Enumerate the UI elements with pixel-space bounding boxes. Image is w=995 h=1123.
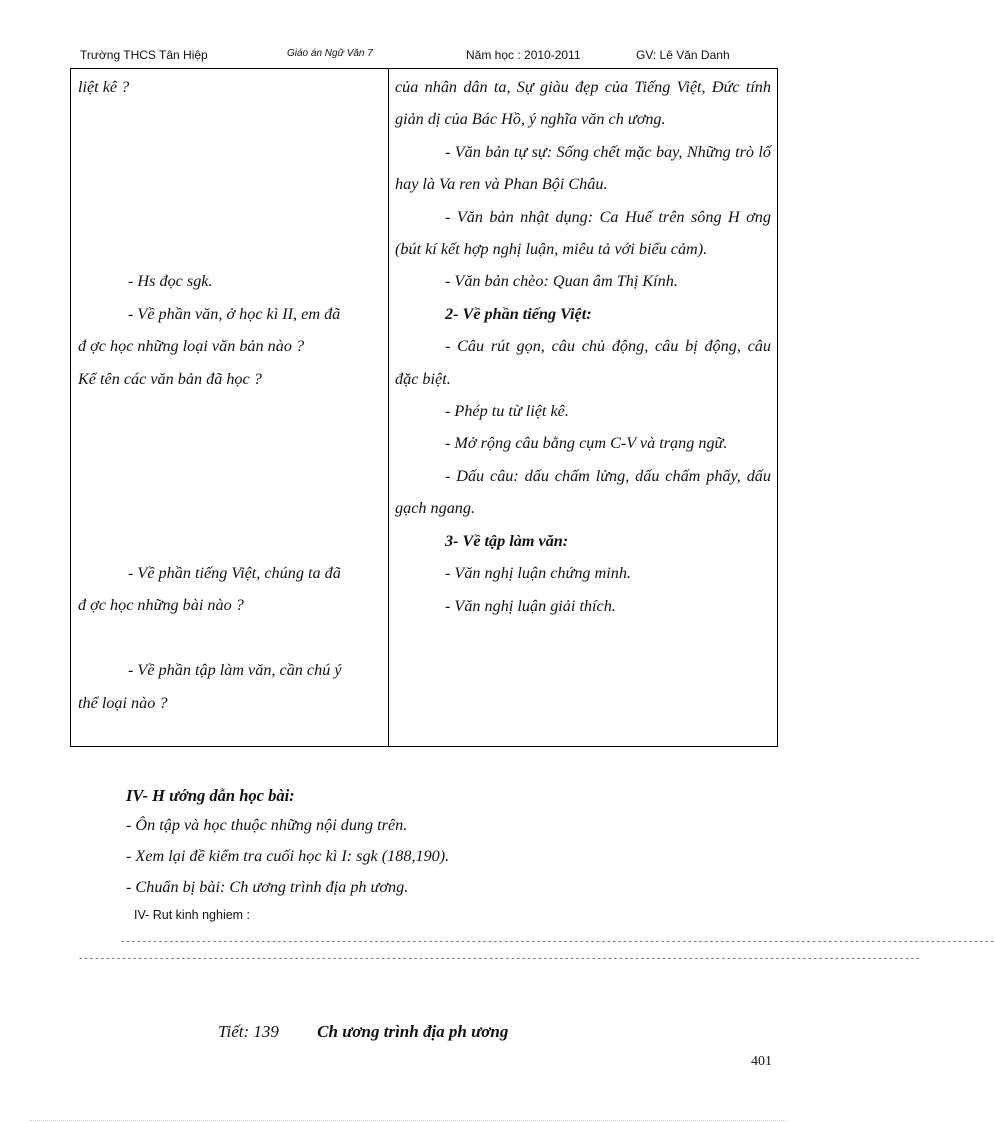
study-guide-list — [126, 810, 449, 903]
lesson-title: Ch ương trình địa ph ương — [317, 1022, 509, 1041]
content-paragraph: của nhân dân ta, Sự giàu đẹp của Tiếng Việt, Đức tính giản dị của Bác Hồ, ý nghĩa văn ch ương. — [395, 78, 771, 129]
lesson-number: Tiết: 139 — [218, 1022, 279, 1041]
content-paragraph: - Câu rút gọn, câu chủ động, câu bị động, câu đặc biệt. — [395, 337, 771, 388]
content-paragraph: - Phép tu từ liệt kê. — [445, 402, 569, 421]
question-line: liệt kê ? — [78, 78, 130, 96]
section-heading: 2- Về phần tiếng Việt: — [445, 304, 592, 323]
teacher-questions-column — [78, 71, 384, 719]
header-teacher: GV: Lê Văn Danh — [636, 48, 730, 62]
question-line: - Về phần tiếng Việt, chúng ta đã — [128, 563, 341, 582]
dashed-line: ------------------------------------------------------------------------------------------------------------------------------------------------------------------ — [120, 937, 995, 947]
content-paragraph: - Văn bản tự sự: Sống chết mặc bay, Những trò lố hay là Va ren và Phan Bội Châu. — [395, 142, 771, 194]
dashed-line: ------------------------------------------------------------------------------------------------------------------------------------------------------------ — [78, 954, 921, 964]
question-line: - Về phần văn, ở học kì II, em đã — [128, 304, 341, 323]
study-guide-heading: IV- H ướng dẫn học bài: — [126, 786, 295, 805]
question-line: Kể tên các văn bản đã học ? — [78, 369, 262, 388]
content-column — [395, 71, 771, 622]
question-line: đ ợc học những bài nào ? — [78, 596, 244, 615]
study-guide-item: - Ôn tập và học thuộc những nội dung trên. — [126, 816, 408, 834]
study-guide-title — [126, 780, 295, 811]
experience-label: IV- Rut kinh nghiem : — [134, 908, 251, 922]
content-paragraph: - Dấu câu: dấu chấm lửng, dấu chấm phẩy, dấu gạch ngang. — [395, 466, 771, 518]
content-paragraph: - Văn nghị luận chứng minh. — [445, 564, 631, 583]
page-number: 401 — [751, 1054, 772, 1069]
content-paragraph: - Văn bản chèo: Quan âm Thị Kính. — [445, 272, 678, 291]
footer-divider — [30, 1120, 786, 1121]
page-header — [0, 46, 816, 68]
study-guide-item: - Chuẩn bị bài: Ch ương trình địa ph ương. — [126, 878, 409, 896]
next-lesson-title — [218, 1022, 508, 1042]
question-line: - Về phần tập làm văn, cần chú ý — [128, 661, 342, 680]
table-column-divider — [388, 69, 389, 746]
header-school-year: Năm học : 2010-2011 — [466, 48, 581, 62]
question-line: thể loại nào ? — [78, 693, 168, 712]
content-paragraph: - Văn nghị luận giải thích. — [445, 596, 616, 615]
header-lesson-plan: Giáo án Ngữ Văn 7 — [287, 48, 373, 59]
question-line: đ ợc học những loại văn bản nào ? — [78, 337, 305, 356]
header-school: Trường THCS Tân Hiệp — [80, 48, 208, 62]
content-paragraph: - Văn bản nhật dụng: Ca Huế trên sông H ơng (bút kí kết hợp nghị luận, miêu tả với biểu cảm). — [395, 207, 771, 259]
study-guide-item: - Xem lại đề kiểm tra cuối học kì I: sgk (188,190). — [126, 847, 450, 865]
content-paragraph: - Mở rộng câu bằng cụm C-V và trạng ngữ. — [445, 434, 728, 453]
section-heading: 3- Về tập làm văn: — [445, 531, 569, 550]
question-line: - Hs đọc sgk. — [128, 272, 213, 291]
lesson-table — [70, 68, 778, 747]
